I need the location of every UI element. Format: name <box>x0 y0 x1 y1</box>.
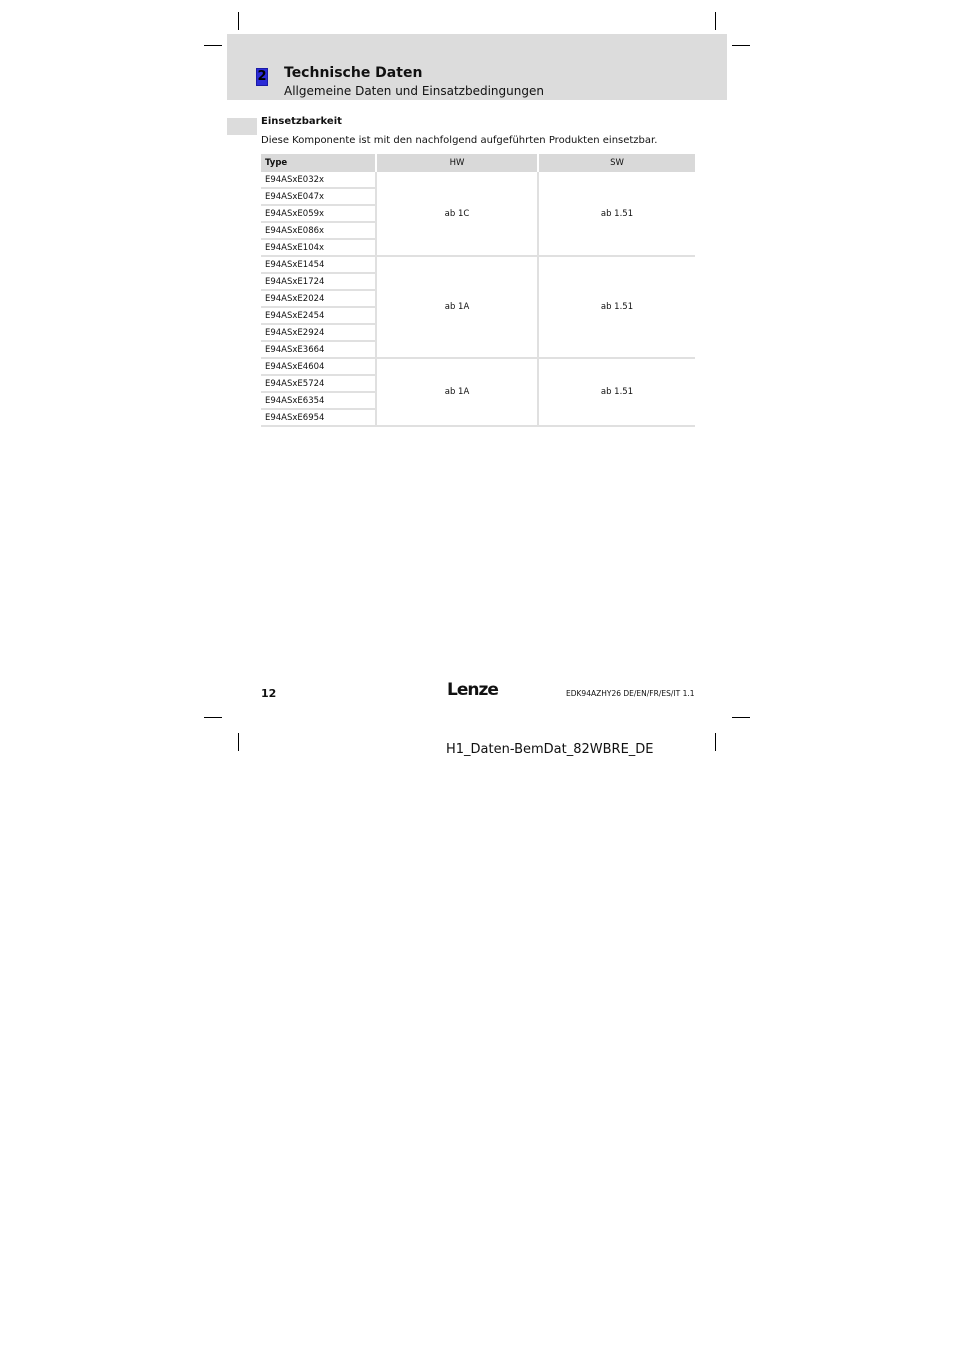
page-number: 12 <box>261 687 277 700</box>
crop-mark <box>715 733 716 751</box>
sw-cell: ab 1.51 <box>539 257 695 359</box>
type-cell: E94ASxE6954 <box>261 410 377 427</box>
type-cell: E94ASxE104x <box>261 240 377 257</box>
header-type: Type <box>261 154 377 172</box>
type-cell: E94ASxE3664 <box>261 342 377 359</box>
crop-mark <box>238 733 239 751</box>
sw-cell: ab 1.51 <box>539 359 695 427</box>
table-row <box>261 359 695 376</box>
table-row <box>261 172 695 189</box>
lenze-logo: Lenze <box>447 680 498 700</box>
chapter-subtitle: Allgemeine Daten und Einsatzbedingungen <box>284 84 544 98</box>
table-row <box>261 257 695 274</box>
crop-mark <box>204 717 222 718</box>
table-header-row <box>261 154 695 172</box>
chapter-title: Technische Daten <box>284 65 423 81</box>
type-cell: E94ASxE032x <box>261 172 377 189</box>
type-cell: E94ASxE6354 <box>261 393 377 410</box>
type-cell: E94ASxE2924 <box>261 325 377 342</box>
compatibility-table <box>261 154 695 427</box>
file-name-label: H1_Daten-BemDat_82WBRE_DE <box>446 742 654 757</box>
header-hw: HW <box>377 154 539 172</box>
type-cell: E94ASxE2024 <box>261 291 377 308</box>
side-marker-tab <box>227 118 257 135</box>
hw-cell: ab 1A <box>377 257 539 359</box>
type-cell: E94ASxE1724 <box>261 274 377 291</box>
section-intro: Diese Komponente ist mit den nachfolgend aufgeführten Produkten einsetzbar. <box>261 135 658 146</box>
type-cell: E94ASxE086x <box>261 223 377 240</box>
crop-mark <box>732 717 750 718</box>
crop-mark <box>204 45 222 46</box>
type-cell: E94ASxE4604 <box>261 359 377 376</box>
crop-mark <box>715 12 716 30</box>
document-code: EDK94AZHY26 DE/EN/FR/ES/IT 1.1 <box>566 689 695 698</box>
type-cell: E94ASxE5724 <box>261 376 377 393</box>
header-sw: SW <box>539 154 695 172</box>
hw-cell: ab 1A <box>377 359 539 427</box>
section-title: Einsetzbarkeit <box>261 116 342 127</box>
sw-cell: ab 1.51 <box>539 172 695 257</box>
type-cell: E94ASxE1454 <box>261 257 377 274</box>
hw-cell: ab 1C <box>377 172 539 257</box>
crop-mark <box>732 45 750 46</box>
chapter-number-badge: 2 <box>257 69 267 84</box>
type-cell: E94ASxE047x <box>261 189 377 206</box>
type-cell: E94ASxE059x <box>261 206 377 223</box>
crop-mark <box>238 12 239 30</box>
type-cell: E94ASxE2454 <box>261 308 377 325</box>
